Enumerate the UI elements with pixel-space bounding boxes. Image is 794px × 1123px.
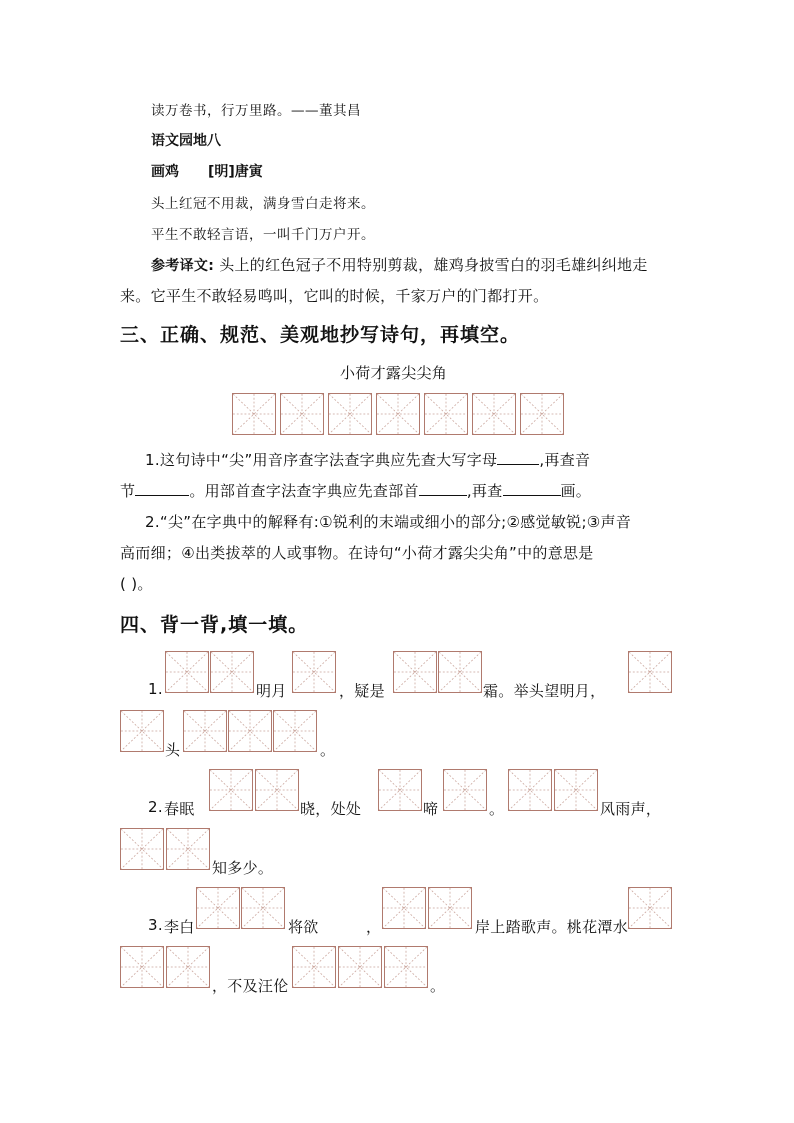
writing-cell[interactable] <box>120 710 164 752</box>
writing-cell[interactable] <box>120 828 164 870</box>
section-4-heading: 四、背一背,填一填。 <box>120 614 309 636</box>
poem-title: 画鸡 <box>151 164 179 180</box>
writing-cell[interactable] <box>209 769 253 811</box>
writing-cell[interactable] <box>328 393 372 435</box>
item2-text-a: 春眠 <box>164 800 195 818</box>
writing-cell[interactable] <box>232 393 276 435</box>
item2-text-d: 。 <box>489 800 505 818</box>
poem-line-2: 平生不敢轻言语，一叫千门万户开。 <box>151 227 375 243</box>
writing-cell[interactable] <box>292 946 336 988</box>
writing-cell[interactable] <box>520 393 564 435</box>
writing-cell[interactable] <box>166 828 210 870</box>
writing-cell[interactable] <box>378 769 422 811</box>
item3-text-e: ，不及汪伦 <box>212 977 289 995</box>
writing-cell[interactable] <box>280 393 324 435</box>
q1-text-e: ,再查 <box>466 482 503 500</box>
q2-line-1: 2.“尖”在字典中的解释有:①锐利的末端或细小的部分;②感觉敏锐;③声音 <box>145 513 632 531</box>
q2-line-2: 高而细；④出类拔萃的人或事物。在诗句“小荷才露尖尖角”中的意思是 <box>120 544 594 562</box>
translation-line-2: 来。它平生不敢轻易鸣叫，它叫的时候，千家万户的门都打开。 <box>120 287 549 305</box>
item3-text-b: 将欲 <box>288 918 319 936</box>
item1-num: 1. <box>148 680 163 698</box>
writing-cell[interactable] <box>166 946 210 988</box>
writing-cell[interactable] <box>273 710 317 752</box>
garden-title: 语文园地八 <box>151 133 221 149</box>
item1-text-b: ，疑是 <box>339 682 385 700</box>
translation-text-1: 头上的红色冠子不用特别剪裁，雄鸡身披雪白的羽毛雄纠纠地走 <box>219 256 648 274</box>
item2-text-b: 晓，处处 <box>300 800 362 818</box>
q1-text-d: 。用部首查字法查字典应先查部首 <box>189 482 419 500</box>
quote-line: 读万卷书，行万里路。——董其昌 <box>151 103 361 119</box>
item1-text-c: 霜。举头望明月， <box>483 682 606 700</box>
writing-cell[interactable] <box>424 393 468 435</box>
writing-cell[interactable] <box>628 887 672 929</box>
writing-cell[interactable] <box>472 393 516 435</box>
item1-text-e: 。 <box>320 741 336 759</box>
writing-cell[interactable] <box>443 769 487 811</box>
q1-text-a: 1.这句诗中“尖”用音序查字法查字典应先查大写字母 <box>145 451 498 469</box>
writing-cell[interactable] <box>241 887 285 929</box>
writing-cell[interactable] <box>628 651 672 693</box>
q2-answer-paren[interactable]: ( )。 <box>120 575 153 593</box>
item2-text-f: 知多少。 <box>212 859 274 877</box>
translation-label: 参考译文: <box>151 258 215 274</box>
writing-cell[interactable] <box>210 651 254 693</box>
item2-text-c: 啼 <box>423 800 439 818</box>
writing-cell[interactable] <box>292 651 336 693</box>
writing-cell[interactable] <box>508 769 552 811</box>
writing-cell[interactable] <box>438 651 482 693</box>
item1-text-a: 明月 <box>256 682 287 700</box>
blank-stroke-count[interactable] <box>503 481 561 496</box>
writing-cell[interactable] <box>228 710 272 752</box>
item3-text-f: 。 <box>430 977 446 995</box>
item3-num: 3. <box>148 916 163 934</box>
writing-cell[interactable] <box>382 887 426 929</box>
translation-line-1 <box>151 254 648 275</box>
writing-cell[interactable] <box>165 651 209 693</box>
q1-line-2 <box>120 480 591 501</box>
item1-text-d: 头 <box>165 741 181 759</box>
blank-radical[interactable] <box>419 481 467 496</box>
q1-line-1 <box>145 449 590 470</box>
writing-cell[interactable] <box>428 887 472 929</box>
item2-num: 2. <box>148 798 163 816</box>
writing-cell[interactable] <box>183 710 227 752</box>
item3-text-c: ， <box>366 918 382 936</box>
q1-text-c: 节 <box>120 482 136 500</box>
copy-verse: 小荷才露尖尖角 <box>340 364 448 382</box>
writing-cell[interactable] <box>384 946 428 988</box>
writing-cell[interactable] <box>376 393 420 435</box>
q1-text-f: 画。 <box>560 482 592 500</box>
q1-text-b: ,再查音 <box>539 451 591 469</box>
writing-cell[interactable] <box>554 769 598 811</box>
writing-cell[interactable] <box>196 887 240 929</box>
poem-line-1: 头上红冠不用裁，满身雪白走将来。 <box>151 196 375 212</box>
poem-author: [明]唐寅 <box>208 164 263 180</box>
writing-cell[interactable] <box>120 946 164 988</box>
item3-text-a: 李白 <box>164 918 195 936</box>
section-3-heading: 三、正确、规范、美观地抄写诗句，再填空。 <box>120 324 521 346</box>
writing-cell[interactable] <box>255 769 299 811</box>
blank-syllable[interactable] <box>135 481 189 496</box>
item3-text-d: 岸上踏歌声。桃花潭水 <box>475 918 629 936</box>
blank-initial-letter[interactable] <box>497 450 539 465</box>
item2-text-e: 风雨声， <box>600 800 662 818</box>
writing-cell[interactable] <box>338 946 382 988</box>
writing-cell[interactable] <box>393 651 437 693</box>
